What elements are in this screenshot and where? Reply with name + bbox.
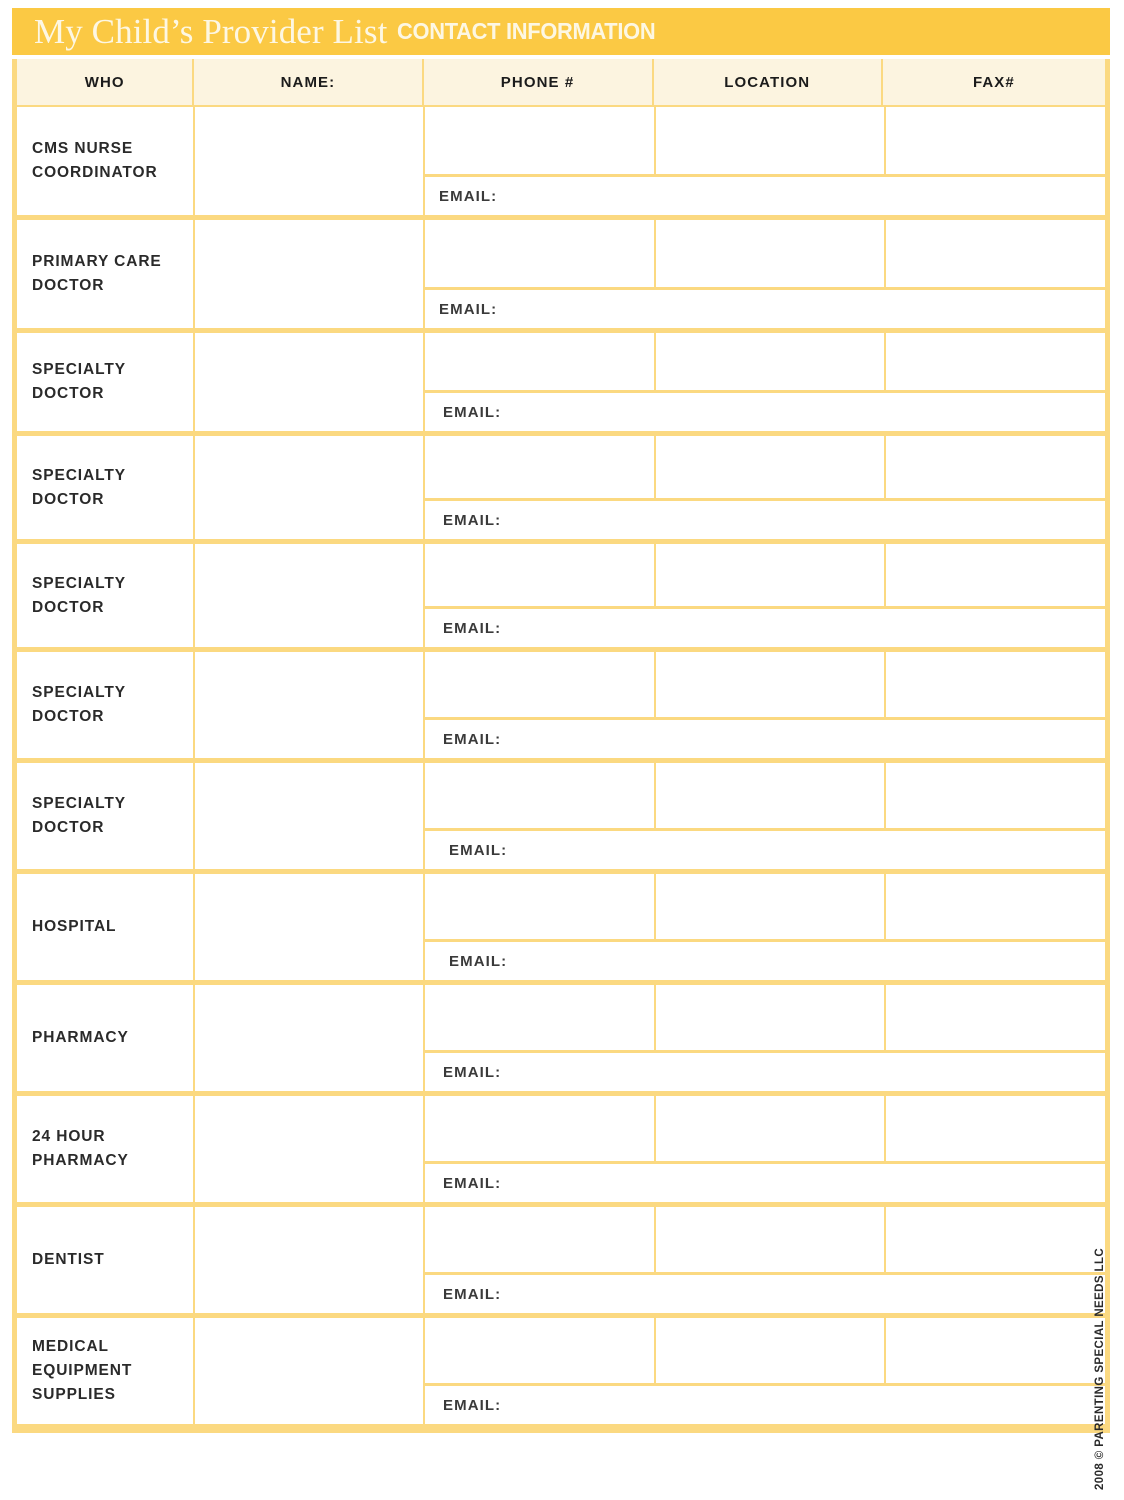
row-field-phone[interactable] [425,874,654,939]
row-email-line [425,287,1105,328]
row-field-phone[interactable] [425,985,654,1050]
row-field-location[interactable] [656,436,884,498]
row-field-name[interactable] [195,985,423,1091]
email-label: EMAIL: [449,841,508,859]
column-header-phone: PHONE # [424,59,652,105]
row-field-email[interactable] [425,831,1105,869]
table-column-headers [17,59,1105,105]
row-field-name[interactable] [195,1318,423,1424]
row-email-line [425,828,1105,869]
row-field-fax[interactable] [886,874,1105,939]
email-label: EMAIL: [443,511,502,529]
row-field-fax[interactable] [886,985,1105,1050]
row-contact-stack [425,220,1105,328]
row-contact-line [425,220,1105,287]
row-email-line [425,606,1105,647]
row-field-name[interactable] [195,1207,423,1313]
email-label: EMAIL: [449,952,508,970]
row-contact-stack [425,1207,1105,1313]
table-row [17,647,1105,758]
row-contact-line [425,1318,1105,1383]
table-row [17,1202,1105,1313]
row-contact-line [425,763,1105,828]
row-field-name[interactable] [195,1096,423,1202]
table-row [17,869,1105,980]
row-field-name[interactable] [195,874,423,980]
row-label-who: SPECIALTY DOCTOR [17,544,193,647]
row-field-email[interactable] [425,177,1105,215]
row-email-line [425,1272,1105,1313]
row-field-name[interactable] [195,107,423,215]
row-field-name[interactable] [195,436,423,539]
table-row [17,431,1105,539]
row-email-line [425,939,1105,980]
row-contact-line [425,436,1105,498]
row-field-fax[interactable] [886,544,1105,606]
row-field-location[interactable] [656,1096,884,1161]
row-field-phone[interactable] [425,107,654,174]
page-banner [12,8,1110,55]
row-field-location[interactable] [656,1318,884,1383]
row-field-phone[interactable] [425,220,654,287]
row-contact-stack [425,652,1105,758]
row-email-line [425,1161,1105,1202]
row-field-name[interactable] [195,220,423,328]
table-row [17,215,1105,328]
row-field-email[interactable] [425,609,1105,647]
row-field-email[interactable] [425,1164,1105,1202]
row-field-phone[interactable] [425,333,654,390]
row-label-who: PHARMACY [17,985,193,1091]
row-label-who: SPECIALTY DOCTOR [17,763,193,869]
row-label-who: DENTIST [17,1207,193,1313]
row-email-line [425,498,1105,539]
row-field-email[interactable] [425,501,1105,539]
row-contact-line [425,1096,1105,1161]
row-field-fax[interactable] [886,763,1105,828]
table-row [17,980,1105,1091]
row-contact-stack [425,1318,1105,1424]
provider-table [12,59,1110,1433]
row-label-who: CMS NURSE COORDINATOR [17,107,193,215]
page-subtitle: CONTACT INFORMATION [397,18,656,44]
row-field-fax[interactable] [886,1318,1105,1383]
row-contact-line [425,985,1105,1050]
row-field-email[interactable] [425,942,1105,980]
row-field-location[interactable] [656,544,884,606]
row-contact-stack [425,763,1105,869]
row-field-name[interactable] [195,652,423,758]
row-label-who: PRIMARY CARE DOCTOR [17,220,193,328]
row-field-phone[interactable] [425,1318,654,1383]
row-contact-stack [425,985,1105,1091]
row-field-fax[interactable] [886,1207,1105,1272]
column-header-who: WHO [17,59,192,105]
row-field-fax[interactable] [886,220,1105,287]
row-contact-line [425,107,1105,174]
row-field-email[interactable] [425,393,1105,431]
row-label-who: 24 HOUR PHARMACY [17,1096,193,1202]
email-label: EMAIL: [443,1285,502,1303]
row-field-phone[interactable] [425,763,654,828]
row-field-fax[interactable] [886,333,1105,390]
row-contact-line [425,544,1105,606]
row-contact-stack [425,436,1105,539]
email-label: EMAIL: [443,403,502,421]
row-field-location[interactable] [656,220,884,287]
copyright-notice [1094,1230,1122,1490]
email-label: EMAIL: [443,730,502,748]
row-field-name[interactable] [195,544,423,647]
row-field-email[interactable] [425,1275,1105,1313]
row-field-location[interactable] [656,874,884,939]
table-row [17,539,1105,647]
row-field-fax[interactable] [886,652,1105,717]
column-header-location: LOCATION [654,59,881,105]
row-email-line [425,1383,1105,1424]
row-field-email[interactable] [425,720,1105,758]
row-field-location[interactable] [656,1207,884,1272]
row-email-line [425,1050,1105,1091]
table-row [17,328,1105,431]
row-contact-stack [425,107,1105,215]
row-field-phone[interactable] [425,1096,654,1161]
row-field-fax[interactable] [886,1096,1105,1161]
row-label-who: SPECIALTY DOCTOR [17,436,193,539]
row-contact-stack [425,333,1105,431]
row-label-who: SPECIALTY DOCTOR [17,652,193,758]
row-field-location[interactable] [656,652,884,717]
row-field-fax[interactable] [886,107,1105,174]
email-label: EMAIL: [443,1063,502,1081]
row-label-who: HOSPITAL [17,874,193,980]
row-field-email[interactable] [425,1053,1105,1091]
email-label: EMAIL: [443,1174,502,1192]
row-contact-line [425,652,1105,717]
row-contact-stack [425,544,1105,647]
row-field-phone[interactable] [425,544,654,606]
copyright-text: 2008 © PARENTING SPECIAL NEEDS LLC [1094,1247,1106,1490]
row-field-name[interactable] [195,333,423,431]
email-label: EMAIL: [439,300,498,318]
row-contact-line [425,1207,1105,1272]
row-contact-stack [425,874,1105,980]
row-field-name[interactable] [195,763,423,869]
table-row [17,1313,1105,1424]
column-header-name: NAME: [194,59,421,105]
row-field-phone[interactable] [425,1207,654,1272]
row-contact-line [425,874,1105,939]
email-label: EMAIL: [439,187,498,205]
row-field-phone[interactable] [425,436,654,498]
row-email-line [425,174,1105,215]
row-contact-stack [425,1096,1105,1202]
row-email-line [425,390,1105,431]
row-field-location[interactable] [656,107,884,174]
row-field-phone[interactable] [425,652,654,717]
email-label: EMAIL: [443,1396,502,1414]
provider-rows [17,105,1105,1424]
row-field-email[interactable] [425,1386,1105,1424]
row-email-line [425,717,1105,758]
row-field-fax[interactable] [886,436,1105,498]
table-row [17,1091,1105,1202]
row-field-email[interactable] [425,290,1105,328]
row-field-location[interactable] [656,763,884,828]
row-field-location[interactable] [656,333,884,390]
page-title: My Child’s Provider List [34,12,388,51]
email-label: EMAIL: [443,619,502,637]
row-label-who: MEDICAL EQUIPMENT SUPPLIES [17,1318,193,1424]
row-label-who: SPECIALTY DOCTOR [17,333,193,431]
row-field-location[interactable] [656,985,884,1050]
column-header-fax: FAX# [883,59,1105,105]
row-contact-line [425,333,1105,390]
table-row [17,758,1105,869]
table-row [17,105,1105,215]
